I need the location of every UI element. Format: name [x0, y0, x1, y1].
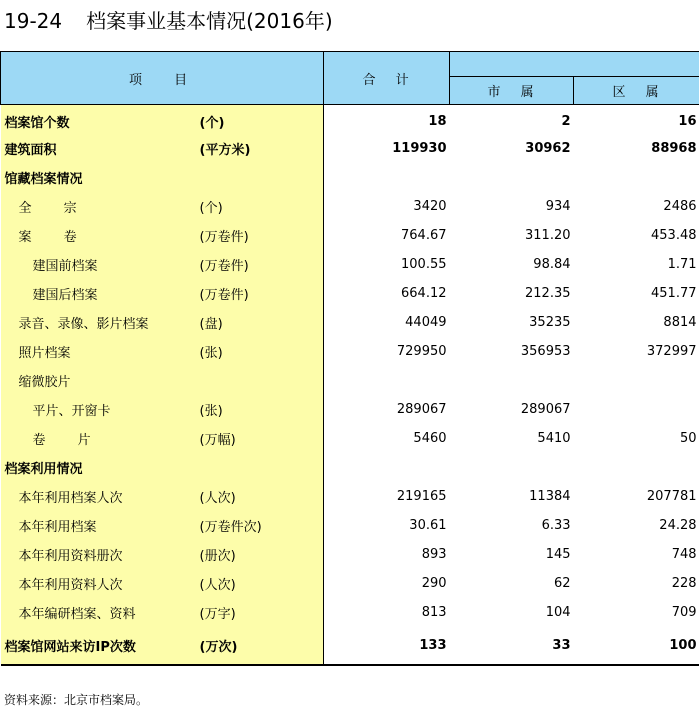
value-city: 30962 [525, 140, 571, 156]
value-district: 228 [671, 575, 697, 591]
value-district: 50 [679, 430, 697, 446]
value-city: 104 [545, 604, 571, 620]
value-city: 5410 [537, 430, 571, 446]
table-row [1, 395, 699, 424]
value-total: 5460 [413, 430, 447, 446]
row-unit: (万卷件次) [197, 511, 324, 540]
row-unit: (张) [197, 337, 324, 366]
row-label: 本年利用资料册次 [1, 540, 197, 569]
table-row [1, 308, 699, 337]
table-row [1, 482, 699, 511]
row-unit: (张) [197, 395, 324, 424]
row-unit [197, 453, 324, 482]
row-unit: (盘) [197, 308, 324, 337]
header-blank [450, 52, 699, 77]
value-district: 207781 [646, 488, 697, 504]
value-district [574, 453, 699, 482]
value-city: 934 [545, 198, 571, 214]
table-row [1, 279, 699, 308]
table-body [1, 105, 699, 665]
row-unit: (万卷件) [197, 279, 324, 308]
row-unit: (万卷件) [197, 221, 324, 250]
source-note: 资料来源：北京市档案局。 [4, 693, 149, 707]
value-city: 35235 [529, 314, 571, 330]
row-label: 平片、开窗卡 [1, 395, 197, 424]
value-city: 289067 [520, 401, 571, 417]
header-total: 合 计 [324, 52, 450, 105]
value-total: 30.61 [409, 517, 447, 533]
table-number: 19-24 [4, 9, 63, 33]
value-district: 16 [678, 113, 697, 129]
value-district: 1.71 [667, 256, 697, 272]
row-label: 建国前档案 [1, 250, 197, 279]
value-city: 2 [561, 113, 571, 129]
row-unit: (万卷件) [197, 250, 324, 279]
row-label: 本年编研档案、资料 [1, 598, 197, 627]
value-total [324, 163, 450, 192]
row-unit: (平方米) [197, 134, 324, 163]
table-row [1, 598, 699, 627]
table-row [1, 105, 699, 134]
value-district: 453.48 [651, 227, 697, 243]
row-unit: (个) [197, 192, 324, 221]
value-total: 664.12 [401, 285, 447, 301]
value-city: 11384 [529, 488, 571, 504]
row-label: 卷 片 [1, 424, 197, 453]
row-label: 本年利用资料人次 [1, 569, 197, 598]
row-label: 建国后档案 [1, 279, 197, 308]
table-row [1, 453, 699, 482]
value-total [324, 366, 450, 395]
value-district: 748 [671, 546, 697, 562]
value-total: 119930 [392, 140, 447, 156]
value-total: 219165 [396, 488, 447, 504]
value-total: 133 [324, 627, 450, 665]
value-total: 44049 [405, 314, 447, 330]
row-label: 案 卷 [1, 221, 197, 250]
value-district: 709 [671, 604, 697, 620]
value-city: 356953 [520, 343, 571, 359]
value-district: 88968 [651, 140, 697, 156]
table-row [1, 569, 699, 598]
row-label: 照片档案 [1, 337, 197, 366]
row-unit: (册次) [197, 540, 324, 569]
value-total: 290 [421, 575, 447, 591]
row-unit [197, 366, 324, 395]
table-row [1, 424, 699, 453]
value-total: 289067 [396, 401, 447, 417]
row-label: 档案利用情况 [1, 453, 197, 482]
header-city: 市 属 [450, 77, 574, 105]
value-city [450, 163, 574, 192]
table-row [1, 337, 699, 366]
value-city: 145 [545, 546, 571, 562]
header-item: 项 目 [1, 52, 324, 105]
row-unit: (个) [197, 105, 324, 134]
value-district: 24.28 [659, 517, 697, 533]
row-label: 建筑面积 [1, 134, 197, 163]
value-district [574, 395, 699, 424]
statistics-table [0, 51, 699, 666]
row-label: 全 宗 [1, 192, 197, 221]
table-row [1, 540, 699, 569]
header-district: 区 属 [574, 77, 699, 105]
table-row [1, 250, 699, 279]
row-label: 档案馆个数 [1, 105, 197, 134]
value-total: 764.67 [401, 227, 447, 243]
value-district: 100 [574, 627, 699, 665]
row-label: 缩微胶片 [1, 366, 197, 395]
table-header [1, 52, 699, 105]
value-city [450, 453, 574, 482]
value-city [450, 366, 574, 395]
table-row [1, 511, 699, 540]
table-row [1, 192, 699, 221]
value-city: 62 [553, 575, 571, 591]
row-label: 馆藏档案情况 [1, 163, 197, 192]
value-city: 311.20 [525, 227, 571, 243]
value-total: 100.55 [401, 256, 447, 272]
row-label: 本年利用档案 [1, 511, 197, 540]
value-district: 451.77 [651, 285, 697, 301]
table-row [1, 627, 699, 665]
table-row [1, 134, 699, 163]
row-unit: (万字) [197, 598, 324, 627]
row-unit [197, 163, 324, 192]
value-city: 6.33 [541, 517, 571, 533]
table-title: 档案事业基本情况(2016年) [86, 9, 333, 33]
value-total [324, 453, 450, 482]
row-label: 档案馆网站来访IP次数 [1, 627, 197, 665]
value-total: 813 [421, 604, 447, 620]
row-unit: (人次) [197, 569, 324, 598]
value-district [574, 163, 699, 192]
row-unit: (万幅) [197, 424, 324, 453]
value-district: 372997 [646, 343, 697, 359]
value-district: 8814 [663, 314, 697, 330]
value-district: 2486 [663, 198, 697, 214]
row-label: 本年利用档案人次 [1, 482, 197, 511]
value-city: 212.35 [525, 285, 571, 301]
value-total: 893 [421, 546, 447, 562]
value-total: 729950 [396, 343, 447, 359]
value-total: 18 [428, 113, 447, 129]
row-unit: (万次) [197, 627, 324, 665]
table-row [1, 366, 699, 395]
value-city: 98.84 [533, 256, 571, 272]
row-unit: (人次) [197, 482, 324, 511]
value-city: 33 [450, 627, 574, 665]
value-total: 3420 [413, 198, 447, 214]
row-label: 录音、录像、影片档案 [1, 308, 197, 337]
page-title [4, 6, 333, 36]
table-row [1, 221, 699, 250]
table-row [1, 163, 699, 192]
value-district [574, 366, 699, 395]
